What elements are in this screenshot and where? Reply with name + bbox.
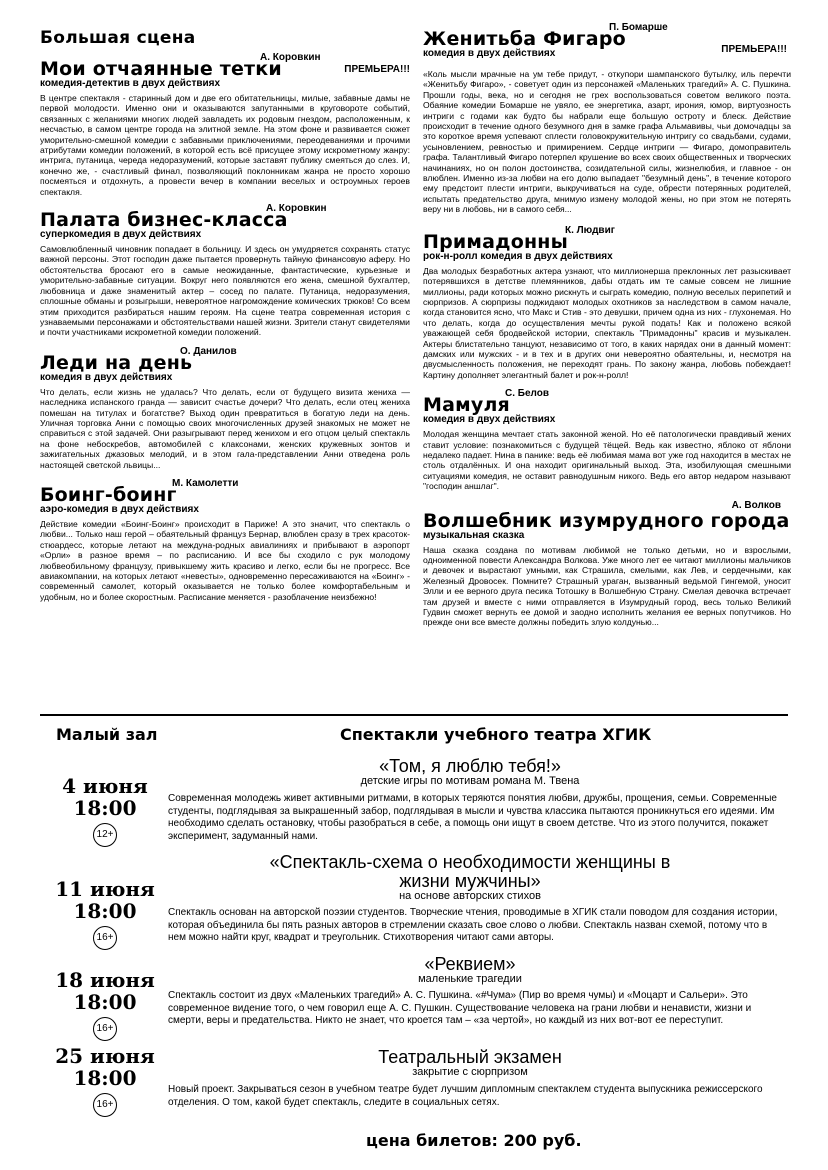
performance-time: 18:00 (73, 899, 137, 923)
show-title: Примадонны (423, 230, 569, 253)
show-genre: комедия в двух действиях (40, 371, 173, 383)
show-title: Женитьба Фигаро (423, 28, 626, 50)
show-description: Молодая женщина мечтает стать законной женой. Но её патологически правдивый жених ставит условие: познакомиться с будущей тёщей. Ведь как известно, яблоко от яблони недалеко падает. Нина в панике: ведь её любимая мама вот уже год находится в местах не столь отдалённых. И она находит оригинальный выход. Эта, изобилующая смешными ситуациями комедия, не оставит равнодушным никого. Ведь его автор недаром называют "господин аншлаг". (423, 429, 791, 492)
performance-subtitle: детские игры по мотивам романа М. Твена (360, 775, 580, 787)
show-description: Что делать, если жизнь не удалась? Что делать, если от будущего визита жениха — наследника испанского гранда — зависит счастье дочери? Что делать, если отец жениха помешан на титулах и богатстве? Выход один превратиться в богатую леди на день. Уличная торговка Анни с помощью своих многочисленных друзей знакомых не может не справиться с этой задачей. Они разыгрывают перед женихом и его отцом целый спектакль на фоне небоскребов, автомобилей с клаксонами, женских кружевных зонтов и зажигательных джазовых мелодий, и в этом гала-представлении Анни отведена роль настоящей светской львицы... (40, 386, 410, 470)
show-palata-biznes-klassa (40, 203, 410, 338)
show-title: Палата бизнес-класса (40, 209, 288, 232)
show-author: О. Данилов (180, 345, 237, 357)
performance-date: 25 июня (55, 1044, 155, 1068)
performance-description: Новый проект. Закрываться сезон в учебном театре будет лучшим дипломным спектаклем студента выпускника режиссерского отделения. О том, какой будет спектакль, следите в социальных сетях. (168, 1084, 763, 1108)
performance-subtitle: на основе авторских стихов (399, 890, 541, 902)
age-rating-badge: 16+ (93, 1093, 117, 1117)
performance-date-block (50, 878, 160, 950)
performance-title: Театральный экзамен (378, 1047, 562, 1067)
big-stage-right-column (423, 22, 791, 628)
show-description: Два молодых безработных актера узнают, что миллионерша преклонных лет разыскивает потерявшихся в детстве племянников, дабы отдать им те самые совсем не лишние миллионы, ради которых можно рискнуть и сыграть комедию, полную веселых перипетий и сюрпризов. А сюрпризы поджидают молодых охотников за наследством в самом начале, когда становится ясно, что Макс и Стив - это девушки, причем одна из них - глухонемая. Но что делать, когда до осуществления мечты рукой подать! Как и положено всякой уважающей себя бродвейской истории, спектакль "Примадонны" красив и музыкален. Актеры блистательно танцуют, независимо от того, в каких нарядах они в данный момент: дамских или мужских - и в тех и в других они невероятно обаятельны, и, несмотря на двусмысленность положения, не переходят грань. По закону жанра, любовь побеждает! Картину дополняет элегантный балет и рок-н-ролл! (423, 265, 791, 380)
show-author: К. Людвиг (565, 224, 615, 236)
show-title: Мои отчаянные тетки (40, 58, 282, 80)
show-ledi-na-den (40, 345, 410, 470)
performance-time: 18:00 (73, 796, 137, 820)
performance-time: 18:00 (73, 1066, 137, 1090)
age-rating-badge: 16+ (93, 1017, 117, 1041)
performance-subtitle: маленькие трагедии (418, 973, 522, 985)
show-boing-boing (40, 477, 410, 602)
performance-description: Спектакль основан на авторской поэзии студентов. Творческие чтения, проводимые в ХГИК стали поводом для создания истории, которая объединила бы пять разных авторов в стремлении сказать свое слово о любви. Спектакль назван схемой, потому что в нем можно найти круг, квадрат и треугольник. Стихотворения читают сами авторы. (168, 907, 778, 944)
performance-date: 11 июня (55, 877, 155, 901)
ticket-price: цена билетов: 200 руб. (366, 1131, 582, 1150)
premiere-badge: ПРЕМЬЕРА!!! (721, 44, 787, 55)
show-genre: комедия в двух действиях (423, 48, 556, 59)
show-author: С. Белов (505, 388, 550, 400)
performance-title: «Том, я люблю тебя!» (379, 756, 561, 776)
show-description: Действие комедии «Боинг-Боинг» происходит в Париже! А это значит, что спектакль о любви... Только наш герой – обаятельный француз Бернар, влюблен сразу в трех красоток-стюардесс, которые летают на междуна-родных авиалиниях и прибывают в аэропорт «Орли» в разное время – по расписанию. И все бы сходило с рук молодому любвеобильному французу, привыкшему жить красиво и легко, если бы не прогресс. Все авиакомпании, на которых летают «невесты», одновременно пересаживаются на «Боинг» - современный самолет, который оказывается не только более комфортабельным и удобным, но и более скоростным. Расписание меняется - разоблачение неизбежно! (40, 518, 410, 602)
big-stage-left-column (40, 28, 410, 602)
show-author: М. Камолетти (172, 477, 239, 489)
premiere-badge: ПРЕМЬЕРА!!! (344, 64, 410, 75)
small-hall-title: Малый зал (56, 725, 158, 744)
show-genre: комедия-детектив в двух действиях (40, 78, 221, 89)
show-description: Самовлюбленный чиновник попадает в больницу. И здесь он умудряется сохранять статус важной персоны. Этот господин даже пытается провернуть тайную финансовую аферу. Но обстоятельства бросают его в самые неожиданные, фантастические, курьезные и уморительно-забавные ситуации. Вокруг него появляются его жена, смешной бухгалтер, любовница и даже знаменитый актер – сосед по палате. Путаница, недоразумения, сплошные обманы и розыгрыши, невероятное нагромождение комических трюков! Со всем этим приходится разбираться нашим героям. На сцене театра современная история с узнаваемыми персонажами и обстоятельствами нашей жизни. Зрители станут свидетелями и почти участниками искрометной комедии положений. (40, 244, 410, 338)
show-mamulya (423, 388, 791, 492)
performance-description: Современная молодежь живет активными ритмами, в которых теряются понятия любви, дружбы, прощения, семьи. Современные студенты, подглядывая за выкрашенный забор, подглядывая в мысли и чувства классика пытаются проникнуться его идеями. Им необходимо сделать остановку, чтобы разобраться в себе, а помощь они ищут в своем детстве. Что из этого получится, покажет эксперимент, задуманный нами. (168, 793, 777, 842)
performance-title: «Спектакль-схема о необходимости женщины в жизни мужчины» (269, 852, 671, 891)
show-description: «Коль мысли мрачные на ум тебе придут, - откупори шампанского бутылку, иль перечти «Женитьбу Фигаро», - советует один из персонажей «Маленьких трагедий» А. С. Пушкина. Прошли годы, века, но и сегодня не грех воспользоваться советом великого поэта. Обаяние комедии Бомарше не увяло, ее энергетика, азарт, ирония, юмор, виртуозность интриги с годами как будто бы набрали еще большую остроту и блеск. Действие происходит в течение одного безумного дня в замке графа Альмавивы, чьи домочадцы за это короткое время успевают сплести головокружительную интригу со свадьбами, судами, усыновлением, ревностью и примирением. Сердце интриги — Фигаро, домоправитель графа. Талантливый Фигаро потерпел крушение во всех своих общественных и творческих начинаниях, но он полон достоинства, созидательной силы, жизнелюбия, и главное - он влюблен. Именно из-за любви на его долю выпадает "безумный день", в течение которого ему предстоит плести интриги, выкручиваться на суде, обрести потерянных родителей, испытать предательство друга, мнимую измену молодой жены, но при этом не потерять веру ни в любовь, ни в самого себя... (423, 69, 791, 215)
show-genre: комедия в двух действиях (423, 414, 556, 426)
show-genre: аэро-комедия в двух действиях (40, 503, 199, 515)
performance-title: «Реквием» (424, 954, 516, 974)
show-primadonny (423, 224, 791, 380)
show-author: А. Коровкин (266, 203, 327, 215)
performance-description: Спектакль состоит из двух «Маленьких трагедий» А. С. Пушкина. «#Чума» (Пир во время чумы) и «Моцарт и Сальери». Это современное видение того, о чем говорил еще А. С. Пушкин. Существование человека на грани любви и ненависти, жизни и смерти, веры и предательства. Никто не знает, что кроется там – «за чертой», но каждый из них вот-вот ее переступит. (168, 990, 752, 1027)
show-zhenitba-figaro (423, 22, 791, 215)
show-genre: суперкомедия в двух действиях (40, 229, 202, 241)
performance-date: 18 июня (55, 968, 155, 992)
show-author: А. Коровкин (260, 52, 321, 63)
show-description: В центре спектакля - старинный дом и две его обитательницы, милые, забавные дамы не первой молодости. Именно они и оказываются запутанными в круговороте событий, связанных с желаниями многих людей завладеть их родовым гнездом, расположенным, к несчастью, в самом центре города на элитной земле. На этом фоне и развивается сюжет уморительно-смешной комедии с забавными приключениями, переодеваниями и прочими атрибутами комедии положений, в которой есть всё присущее этому искрометному жанру: интрига, путаница, череда недоразумений, которые заставят публику смеяться до слез. И, конечно же, - счастливый финал, позволяющий поклонникам жанра не просто хорошо посмеяться и отдохнуть, а провести вечер в компании веселых и остроумных героев спектакля. (40, 93, 410, 197)
big-stage-title: Большая сцена (40, 28, 196, 48)
age-rating-badge: 12+ (93, 823, 117, 847)
show-genre: рок-н-ролл комедия в двух действиях (423, 250, 613, 262)
show-author: П. Бомарше (609, 22, 668, 33)
show-title: Мамуля (423, 394, 510, 417)
show-title: Волшебник изумрудного города (423, 509, 790, 532)
performance-date: 4 июня (62, 774, 148, 798)
show-volshebnik (423, 499, 791, 628)
school-theatre-title: Спектакли учебного театра ХГИК (340, 725, 652, 744)
age-rating-badge: 16+ (93, 926, 117, 950)
show-title: Боинг-боинг (40, 483, 177, 506)
performance-date-block (50, 775, 160, 847)
show-genre: музыкальная сказка (423, 529, 525, 541)
show-description: Наша сказка создана по мотивам любимой не только детьми, но и взрослыми, одноименной повести Александра Волкова. Уже много лет ее читают миллионы мальчиков и девочек и вырастают умными, как Страшила, смелыми, как Лев, и сердечными, как Железный Дровосек. Помните? Страшный ураган, вызванный ведьмой Гингемой, уносит Элли и ее верного друга песика Тотошку в Волшебную Страну. Смелая девочка встречает там друзей и вместе с ними отправляется в Изумрудный город, весь только Великий Гудвин сможет вернуть ее домой и заодно исполнить желания ее верных попутчиков. Но прежде они все вместе должны победить злую колдунью... (423, 544, 791, 628)
performance-date-block (50, 969, 160, 1041)
performance-date-block (50, 1045, 160, 1117)
show-title: Леди на день (40, 351, 193, 374)
performance-time: 18:00 (73, 990, 137, 1014)
section-divider (40, 714, 788, 716)
show-author: А. Волков (731, 499, 781, 511)
performance-subtitle: закрытие с сюрпризом (412, 1066, 528, 1078)
show-moi-otchayannye-tetki (40, 52, 410, 197)
